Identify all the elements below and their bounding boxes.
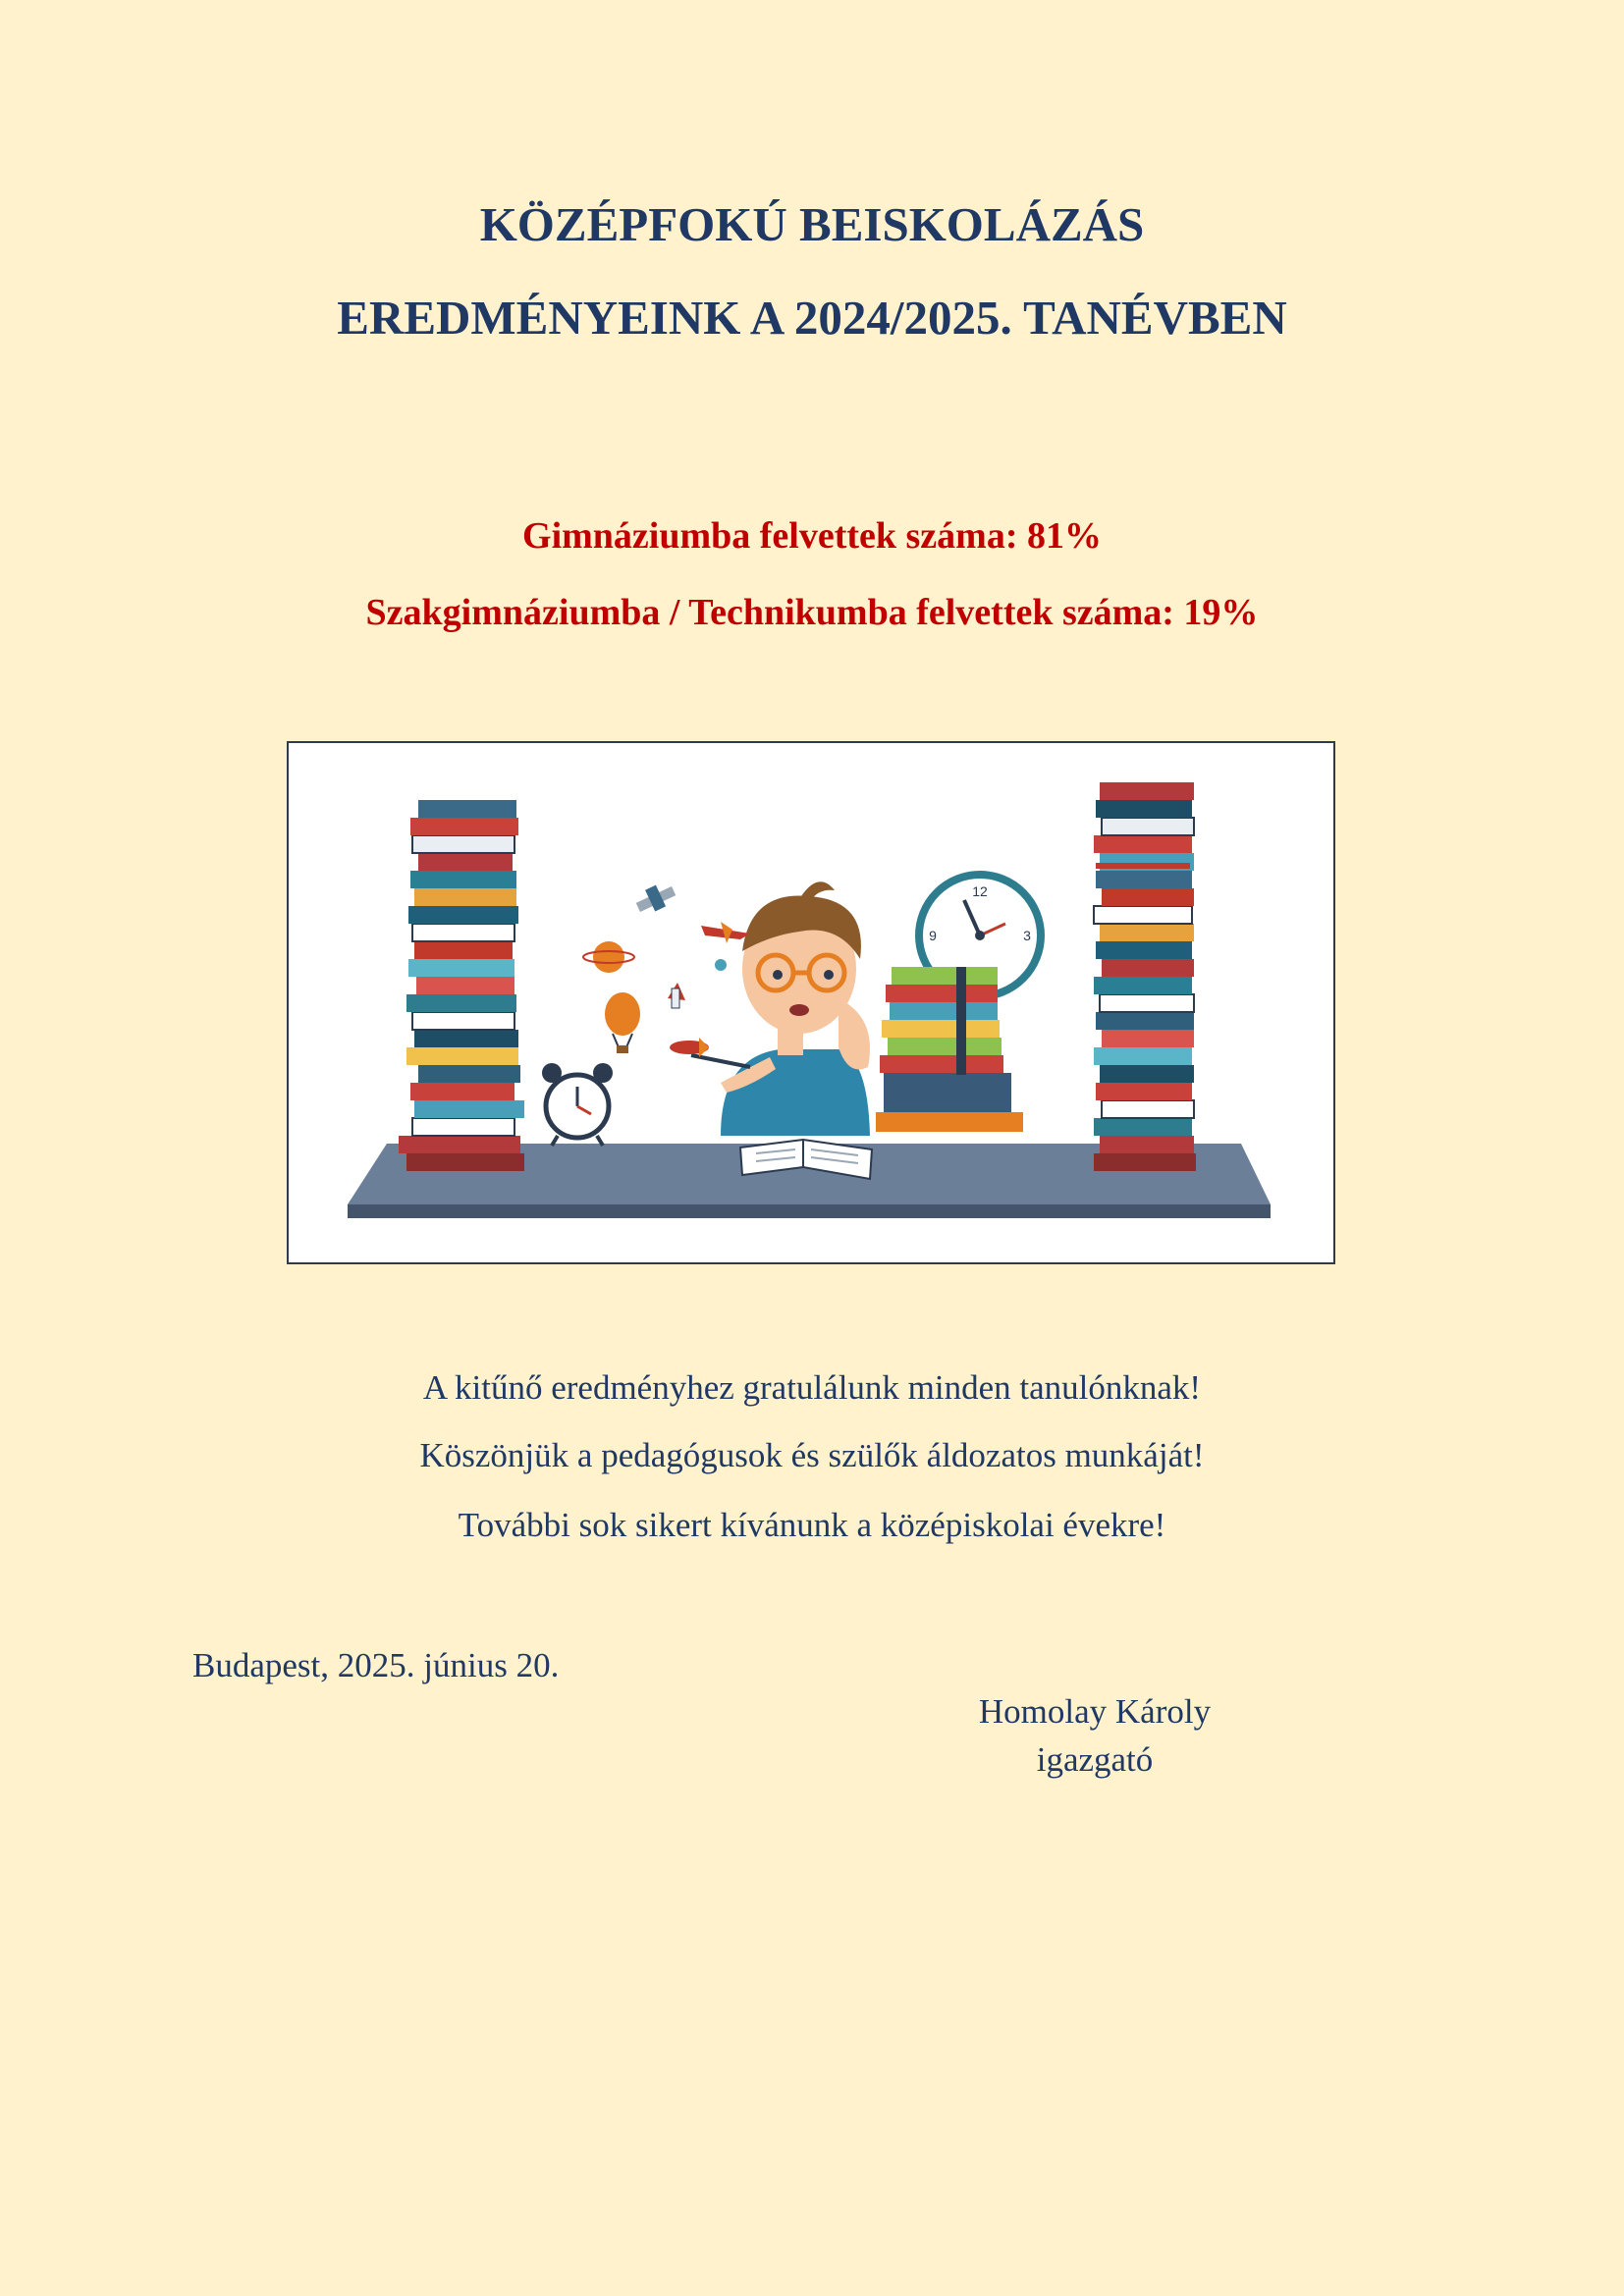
thanks-message: Köszönjük a pedagógusok és szülők áldozatos munkáját! — [419, 1436, 1205, 1474]
place-and-date: Budapest, 2025. június 20. — [192, 1646, 560, 1684]
page-title-line-1: KÖZÉPFOKÚ BEISKOLÁZÁS — [479, 197, 1145, 251]
student-illustration — [287, 741, 1335, 1264]
page-title-line-2: EREDMÉNYEINK A 2024/2025. TANÉVBEN — [337, 291, 1287, 345]
clock-number-12: 12 — [972, 883, 988, 899]
left-book-stack — [399, 800, 524, 1171]
alarm-clock-icon — [542, 1063, 613, 1146]
clock-number-9: 9 — [929, 928, 937, 943]
student-figure — [691, 881, 870, 1136]
signer-name: Homolay Károly — [978, 1692, 1212, 1731]
right-book-stack — [1094, 782, 1196, 1171]
gymnasium-admission-stat: Gimnáziumba felvettek száma: 81% — [522, 515, 1102, 557]
thought-objects — [583, 885, 750, 1057]
signer-title: igazgató — [1036, 1740, 1154, 1779]
vocational-admission-stat: Szakgimnáziumba / Technikumba felvettek száma: 19% — [365, 592, 1259, 633]
congratulation-message: A kitűnő eredményhez gratulálunk minden tanulónknak! — [422, 1368, 1202, 1407]
clock-number-3: 3 — [1023, 928, 1031, 943]
wishes-message: További sok sikert kívánunk a középiskolai évekre! — [458, 1506, 1166, 1544]
